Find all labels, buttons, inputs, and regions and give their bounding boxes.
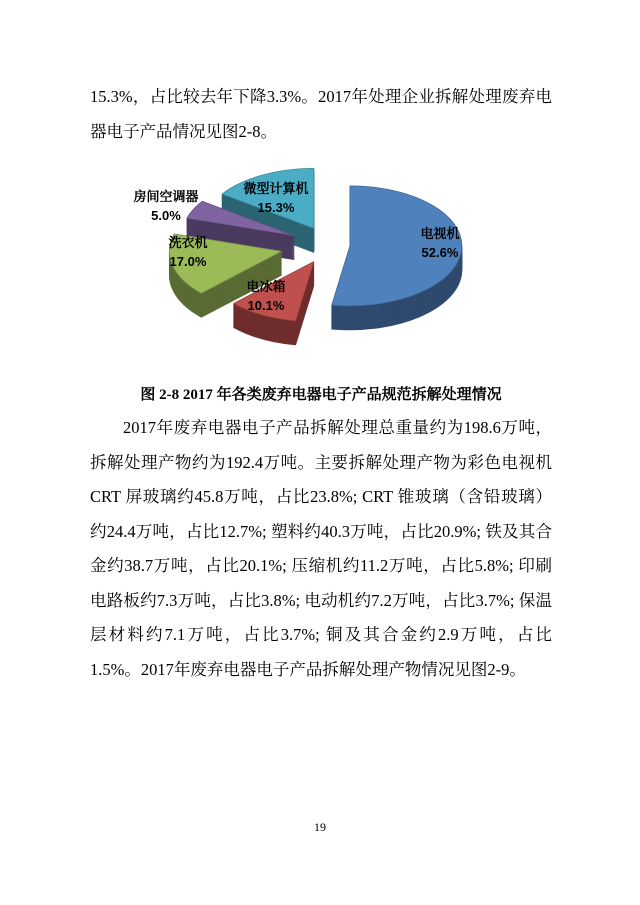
pie-label-washing-machine-name: 洗衣机 (168, 235, 208, 250)
pie-label-microcomputer-name: 微型计算机 (243, 181, 309, 196)
pie-label-microcomputer (243, 180, 308, 217)
pie-label-fridge-percent: 10.1% (247, 297, 285, 313)
pie-label-air-conditioner-name: 房间空调器 (133, 189, 199, 204)
body-paragraph: 2017年废弃电器电子产品拆解处理总重量约为198.6万吨，拆解处理产物约为192.4万吨。主要拆解处理产物为彩色电视机 CRT 屏玻璃约45.8万吨，占比23.8%; CRT 锥玻璃（含铅玻璃）约24.4万吨，占比12.7%; 塑料约40.3万吨，占比20.9%; 铁及其合金约38.7万吨，占比20.1%; 压缩机约11.2万吨，占比5.8%; 印刷电路板约7.3万吨，占比3.8%; 电动机约7.2万吨，占比3.7%; 保温层材料约7.1万吨，占比3.7%; 铜及其合金约2.9万吨，占比1.5%。2017年废弃电器电子产品拆解处理产物情况见图2-9。 (90, 418, 552, 679)
figure-caption: 图 2-8 2017 年各类废弃电器电子产品规范拆解处理情况 (140, 387, 502, 403)
pie-label-air-conditioner (133, 188, 198, 225)
pie-label-tv (420, 225, 459, 262)
pie-label-washing-machine (168, 234, 207, 271)
intro-paragraph: 15.3%，占比较去年下降3.3%。2017年处理企业拆解处理废弃电器电子产品情况见图2-8。 (90, 87, 552, 141)
pie-label-microcomputer-percent: 15.3% (257, 199, 295, 215)
pie-chart (120, 160, 530, 375)
pie-label-fridge-name: 电冰箱 (246, 279, 286, 294)
pie-label-tv-percent: 52.6% (421, 244, 459, 260)
pie-label-washing-machine-percent: 17.0% (169, 253, 207, 269)
page-number: 19 (314, 820, 326, 834)
pie-label-tv-name: 电视机 (420, 226, 460, 241)
pie-label-air-conditioner-percent: 5.0% (151, 207, 181, 223)
pie-label-fridge (246, 278, 285, 315)
